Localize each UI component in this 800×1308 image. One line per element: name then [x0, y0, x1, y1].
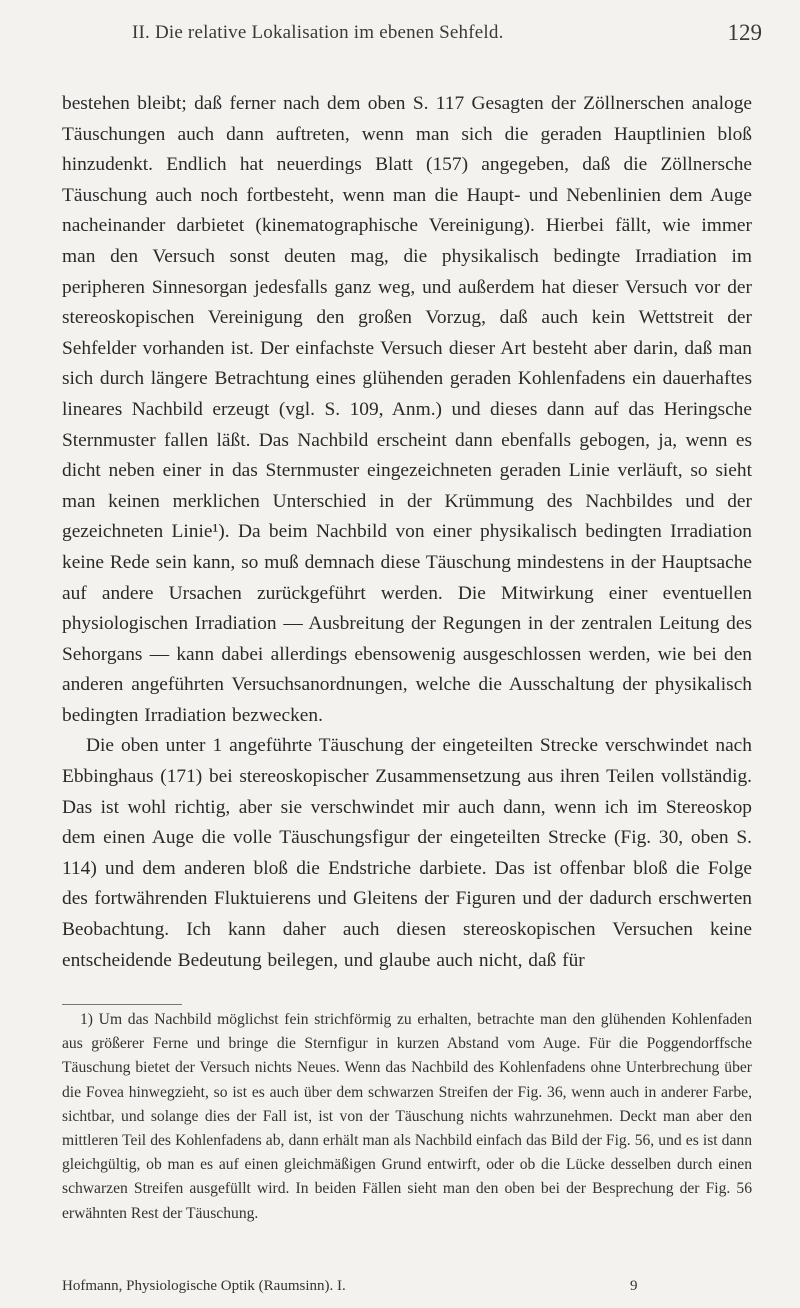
footnote: 1) Um das Nachbild möglichst fein strichförmig zu erhalten, betrachte man den glühenden Kohlenfaden aus größerer Ferne und bringe die Sternfigur in kurzen Abstand vom Auge. Für die Poggendorffsche Täuschung bietet der Versuch nichts Neues. Wenn das Nachbild des Kohlenfadens ohne Unterbrechung über die Fovea hinwegzieht, so ist es auch über dem schwarzen Streifen der Fig. 36, wenn auch in anderer Farbe, sichtbar, und solange dies der Fall ist, ist von der Täuschung nichts wahrzunehmen. Deckt man aber den mittleren Teil des Kohlenfadens ab, dann erhält man als Nachbild einfach das Bild der Fig. 56, und es ist dann gleichgültig, ob man es auf einen gleichmäßigen Grund entwirft, oder ob die Lücke desselben durch einen schwarzen Streifen ausgefüllt wird. In beiden Fällen sieht man den oben bei der Besprechung der Fig. 56 erwähnten Rest der Täuschung.	[62, 1011, 752, 1222]
footnote-divider	[62, 1004, 182, 1005]
signature-mark: Hofmann, Physiologische Optik (Raumsinn). I.	[62, 1278, 346, 1294]
body-text	[62, 89, 752, 976]
running-title: II. Die relative Lokalisation im ebenen Sehfeld.	[132, 22, 504, 43]
signature-number: 9	[630, 1278, 638, 1294]
footnote-section	[62, 1008, 752, 1226]
page-number: 129	[727, 20, 762, 45]
running-header	[62, 22, 762, 62]
paragraph: Die oben unter 1 angeführte Täuschung der eingeteilten Strecke verschwindet nach Ebbinghaus (171) bei stereoskopischer Zusammensetzung aus ihren Teilen vollständig. Das ist wohl richtig, aber sie verschwindet mir auch dann, wenn ich im Stereoskop dem einen Auge die volle Täuschungsfigur der eingeteilten Strecke (Fig. 30, oben S. 114) und dem anderen bloß die Endstriche darbiete. Das ist offenbar bloß die Folge des fortwährenden Fluktuierens und Gleitens der Figuren und der dadurch erschwerten Beobachtung. Ich kann daher auch diesen stereoskopischen Versuchen keine entscheidende Bedeutung beilegen, und glaube auch nicht, daß für	[62, 735, 752, 971]
book-page	[62, 20, 762, 1294]
paragraph: bestehen bleibt; daß ferner nach dem oben S. 117 Gesagten der Zöllnerschen analoge Täuschungen auch dann auftreten, wenn man sich die geraden Hauptlinien bloß hinzudenkt. Endlich hat neuerdings Blatt (157) angegeben, daß die Zöllnersche Täuschung auch noch fortbesteht, wenn man die Haupt- und Nebenlinien dem Auge nacheinander darbietet (kinematographische Vereinigung). Hierbei fällt, wie immer man den Versuch sonst deuten mag, die physikalisch bedingte Irradiation im peripheren Sinnesorgan jedesfalls ganz weg, und außerdem hat dieser Versuch vor der stereoskopischen Vereinigung den großen Vorzug, daß auch kein Wettstreit der Sehfelder vorhanden ist. Der einfachste Versuch dieser Art besteht aber darin, daß man sich durch längere Betrachtung eines glühenden geraden Kohlenfadens ein dauerhaftes lineares Nachbild erzeugt (vgl. S. 109, Anm.) und dieses dann auf das Heringsche Sternmuster fallen läßt. Das Nachbild erscheint dann ebenfalls gebogen, ja, wenn es dicht neben einer in das Sternmuster eingezeichneten geraden Linie verläuft, so sieht man keinen merklichen Unterschied in der Krümmung des Nachbildes und der gezeichneten Linie¹). Da beim Nachbild von einer physikalisch bedingten Irradiation keine Rede sein kann, so muß demnach diese Täuschung mindestens in der Hauptsache auf andere Ursachen zurückgeführt werden. Die Mitwirkung einer eventuellen physiologischen Irradiation — Ausbreitung der Regungen in der zentralen Leitung des Sehorgans — kann dabei allerdings ebensowenig ausgeschlossen werden, wie bei den anderen angeführten Versuchsanordnungen, welche die Ausschaltung der physikalisch bedingten Irradiation bezwecken.	[62, 93, 752, 726]
